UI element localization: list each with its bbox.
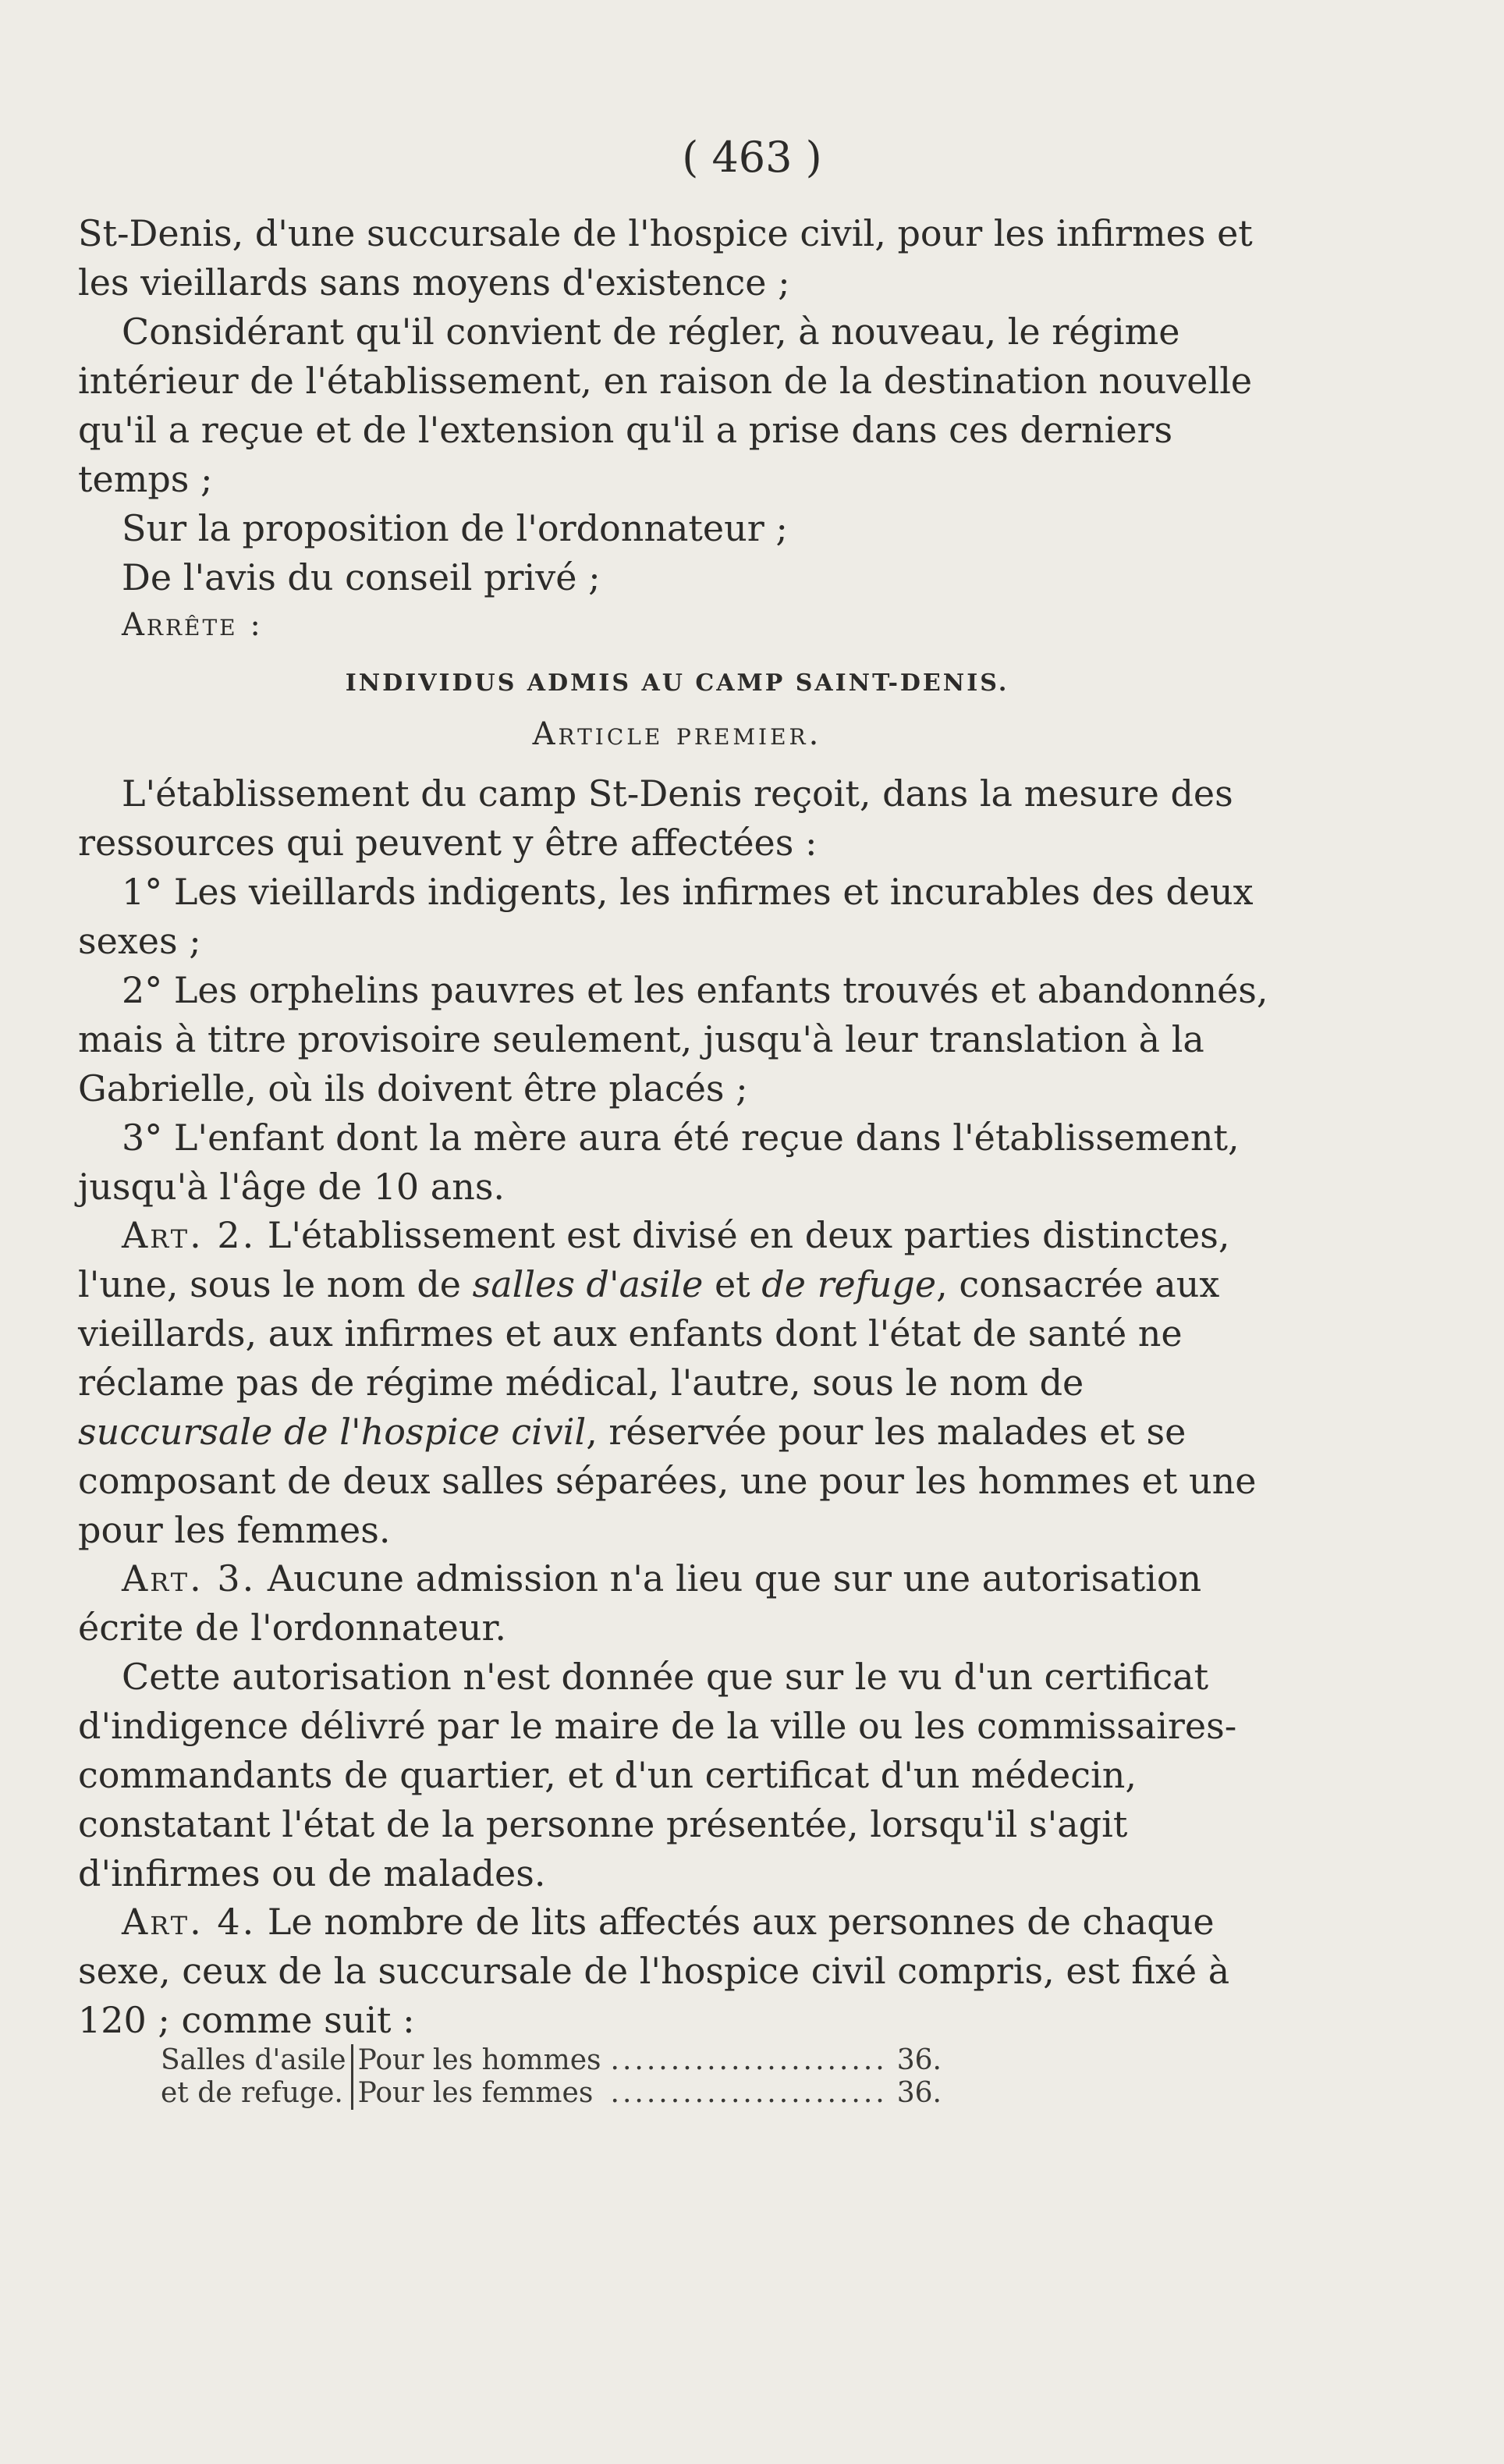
beds-row-value: 36. (896, 2077, 942, 2109)
article-3 (78, 1554, 1276, 1898)
article-3-para-2: Cette autorisation n'est donnée que sur le vu d'un certificat d'indigence délivré par le maire de la ville ou les commissaires-commandants de quartier, et d'un certificat d'un médecin, constatant l'état de la personne présentée, lorsqu'il s'agit d'infirmes ou de malades. (78, 1656, 1237, 1894)
beds-row-hommes (156, 2044, 946, 2077)
article-2-text-c: , consacrée aux vieillards, aux infirmes et aux enfants dont l'état de santé ne réclame pas de régime médical, l'autre, sous le nom de (78, 1263, 1220, 1404)
beds-group-label-2: et de refuge. (161, 2077, 343, 2109)
opening-paragraph (78, 209, 1276, 602)
arrete-label: Arrête : (122, 607, 263, 643)
article-1-intro: L'établissement du camp St-Denis reçoit, dans la mesure des ressources qui peuvent y être affectées : (78, 772, 1233, 864)
page-number: ( 463 ) (682, 133, 822, 182)
article-3-text (78, 1554, 1276, 1653)
leader-dots: ....................... (610, 2044, 888, 2076)
beds-group-label-1: Salles d'asile (161, 2044, 346, 2076)
paragraph-proposition: Sur la proposition de l'ordonnateur ; (122, 507, 788, 549)
article-1-item-1: 1° Les vieillards indigents, les infirmes et incurables des deux sexes ; (78, 871, 1254, 962)
article-4-text (78, 1898, 1276, 2045)
article-3-body: Aucune admission n'a lieu que sur une autorisation écrite de l'ordonnateur. (78, 1557, 1202, 1649)
article-2-text-a: L'établissement est divisé en deux parties distinctes, l'une, sous le nom de (78, 1214, 1230, 1305)
article-2-label: Art. 2. (122, 1214, 257, 1256)
article-2-italic-succursale: succursale de l'hospice civil (78, 1411, 587, 1453)
paragraph-stdenis: St-Denis, d'une succursale de l'hospice civil, pour les infirmes et les vieillards sans moyens d'existence ; (78, 212, 1253, 304)
article-1-item-3: 3° L'enfant dont la mère aura été reçue dans l'établissement, jusqu'à l'âge de 10 ans. (78, 1117, 1240, 1208)
beds-row-femmes (156, 2077, 946, 2110)
paragraph-avis: De l'avis du conseil privé ; (122, 556, 601, 598)
article-4-body: Le nombre de lits affectés aux personnes de chaque sexe, ceux de la succursale de l'hospice civil compris, est fixé à 120 ; comme suit : (78, 1901, 1230, 2041)
article-3-label: Art. 3. (122, 1557, 257, 1599)
article-heading: Article premier. (532, 716, 822, 752)
article-2 (78, 1211, 1276, 1555)
article-2-italic-salles: salles d'asile (472, 1263, 704, 1305)
article-2-text-b: et (703, 1263, 762, 1305)
article-2-text-d: , réservée pour les malades et se composant de deux salles séparées, une pour les hommes et une pour les femmes. (78, 1411, 1257, 1551)
article-2-italic-refuge: de refuge (761, 1263, 937, 1305)
paragraph-considerant: Considérant qu'il convient de régler, à nouveau, le régime intérieur de l'établissement, en raison de la destination nouvelle qu'il a reçue et de l'extension qu'il a prise dans ces derniers temps ; (78, 311, 1253, 500)
section-heading: INDIVIDUS ADMIS AU CAMP SAINT-DENIS. (345, 669, 1009, 697)
beds-row-value: 36. (896, 2044, 942, 2076)
article-4 (78, 1898, 1276, 2045)
article-4-label: Art. 4. (122, 1901, 257, 1943)
beds-row-label: Pour les femmes (352, 2077, 605, 2110)
article-1-item-2: 2° Les orphelins pauvres et les enfants trouvés et abandonnés, mais à titre provisoire seulement, jusqu'à leur translation à la Gabrielle, où ils doivent être placés ; (78, 969, 1268, 1110)
beds-row-label: Pour les hommes (352, 2044, 605, 2077)
leader-dots: ....................... (610, 2077, 888, 2109)
beds-table (156, 2044, 948, 2110)
article-2-text (78, 1211, 1276, 1555)
article-1 (78, 769, 1276, 1212)
